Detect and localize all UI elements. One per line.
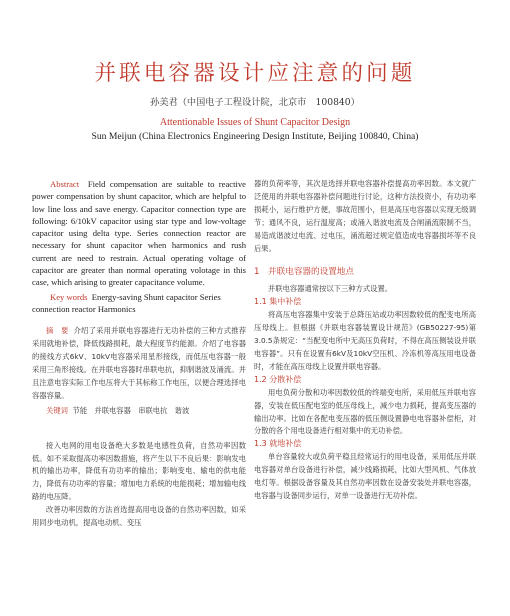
section-heading: 1 并联电容器的设置地点 [254,267,354,278]
subsection-heading: 1.1 集中补偿 [254,297,302,307]
keywords-cn-label: 关键词 [46,405,68,415]
subsection-heading: 1.3 就地补偿 [254,439,302,449]
abstract-en [32,178,246,289]
paper-title-en: Attentionable Issues of Shunt Capacitor Design [159,117,351,128]
keywords-en-label: Key words [50,291,88,302]
body-left [32,440,246,530]
keywords-en [32,291,246,316]
right-column [254,178,476,503]
paper-title-cn: 并联电容器设计应注意的问题 [94,61,416,86]
body-paragraph: 器的负荷率等，其次是选择并联电容器补偿提高功率因数。本文就广泛使用的并联电容器补偿问题进行讨论，这种方法投资小，有功功率损耗小，运行维护方便，事故范围小，但是高压电容器以实现无级调节；通风不良，运行温度高；或涌入谐波电流及合闸涌流限制不当，易造成谐波过电流、过电压，涌流超过规定值造成电容器损坏等不良后果。 [254,179,476,253]
abstract-en-label: Abstract [50,179,80,189]
body-paragraph: 接入电网的用电设备绝大多数是电感性负荷，自然功率因数低。如不采取提高功率因数措施，将产生以下不良后果：影响发电机的输出功率，降低有功功率的输出；影响变电、输电的供电能力，降低有功功率的容量；增加电力系统的电能损耗；增加输电线路的电压降。 [32,440,246,502]
left-column [32,178,246,530]
subsection-text: 用电负荷分散和功率因数较低的终端变电所，采用低压并联电容器，安装在低压配电室的低压母线上，减少电力损耗，提高变压器的输出功率。比如在各配电变压器的低压侧设置静电电容器补偿柜，对分散的各个用电设备进行相对集中的无功补偿。 [254,387,476,436]
abstract-cn-label: 摘 要 [46,326,69,336]
body-paragraph: 改善功率因数的方法首选提高用电设备的自然功率因数，如采用同步电动机，提高电动机、变压 [32,505,246,528]
author-affiliation-cn: 孙美君（中国电子工程设计院，北京市 100840） [150,97,360,108]
subsection-text: 将高压电容器集中安装于总降压站或功率因数较低的配变电所高压母线上。但根据《并联电容器装置设计规范》(GB50227-95)第3.0.5条规定：“当配变电所中无高压负荷时，不得在高压侧装设并联电容器”。只有在设置有6kV及10kV空压机、冷冻机等高压用电设备时，才能在高压母线上设置并联电容器。 [254,310,476,371]
abstract-cn [32,325,246,402]
subsection-heading: 1.2 分散补偿 [254,374,302,384]
abstract-en-text: Field compensation are suitable to reactive power compensation by shunt capacitor, which are helpful to low line loss and save energy. Capacitor connection type are following: 6/10kV capacitor using star type and low-voltage capacitor using delta type. Series connection reactor are necessary for shunt capacitor when harmonics and rush current are need to restrain. Actual operating voltage of capacitor are greater than normal operating volotage in this case, which arising to greater capacitance volume. [32,179,246,288]
abstract-cn-text: 介绍了采用并联电容器进行无功补偿的三种方式推荐采用就地补偿，降低线路损耗，最大程度节约能源。介绍了电容器的接线方式6kV、10kV电容器采用星形接线，而低压电容器一般采用三角形接线。在并联电容器时串联电抗，抑制谐波及涌流。并且注意电容实际工作电压将大于其标称工作电压，以便合理选择电容器容量。 [32,326,247,400]
author-affiliation-en: Sun Meijun (China Electronics Engineering Design Institute, Beijing 100840, China) [91,131,419,142]
section-intro: 并联电容器通常按以下三种方式设置。 [268,284,393,294]
keywords-cn-text: 节能 并联电容器 串联电抗 谐波 [72,405,190,415]
keywords-cn [32,405,246,418]
subsection-text: 单台容量较大或负荷平稳且经常运行的用电设备，采用低压并联电容器对单台设备进行补偿，减少线路损耗，比如大型风机、气体放电灯等。根据设备容量及其自然功率因数在设备安装处并联电容器，电容器与设备同步运行，对单一设备进行无功补偿。 [254,452,476,500]
keywords-en-text: Energy-saving Shunt capacitor Series connection reactor Harmonics [32,291,221,314]
